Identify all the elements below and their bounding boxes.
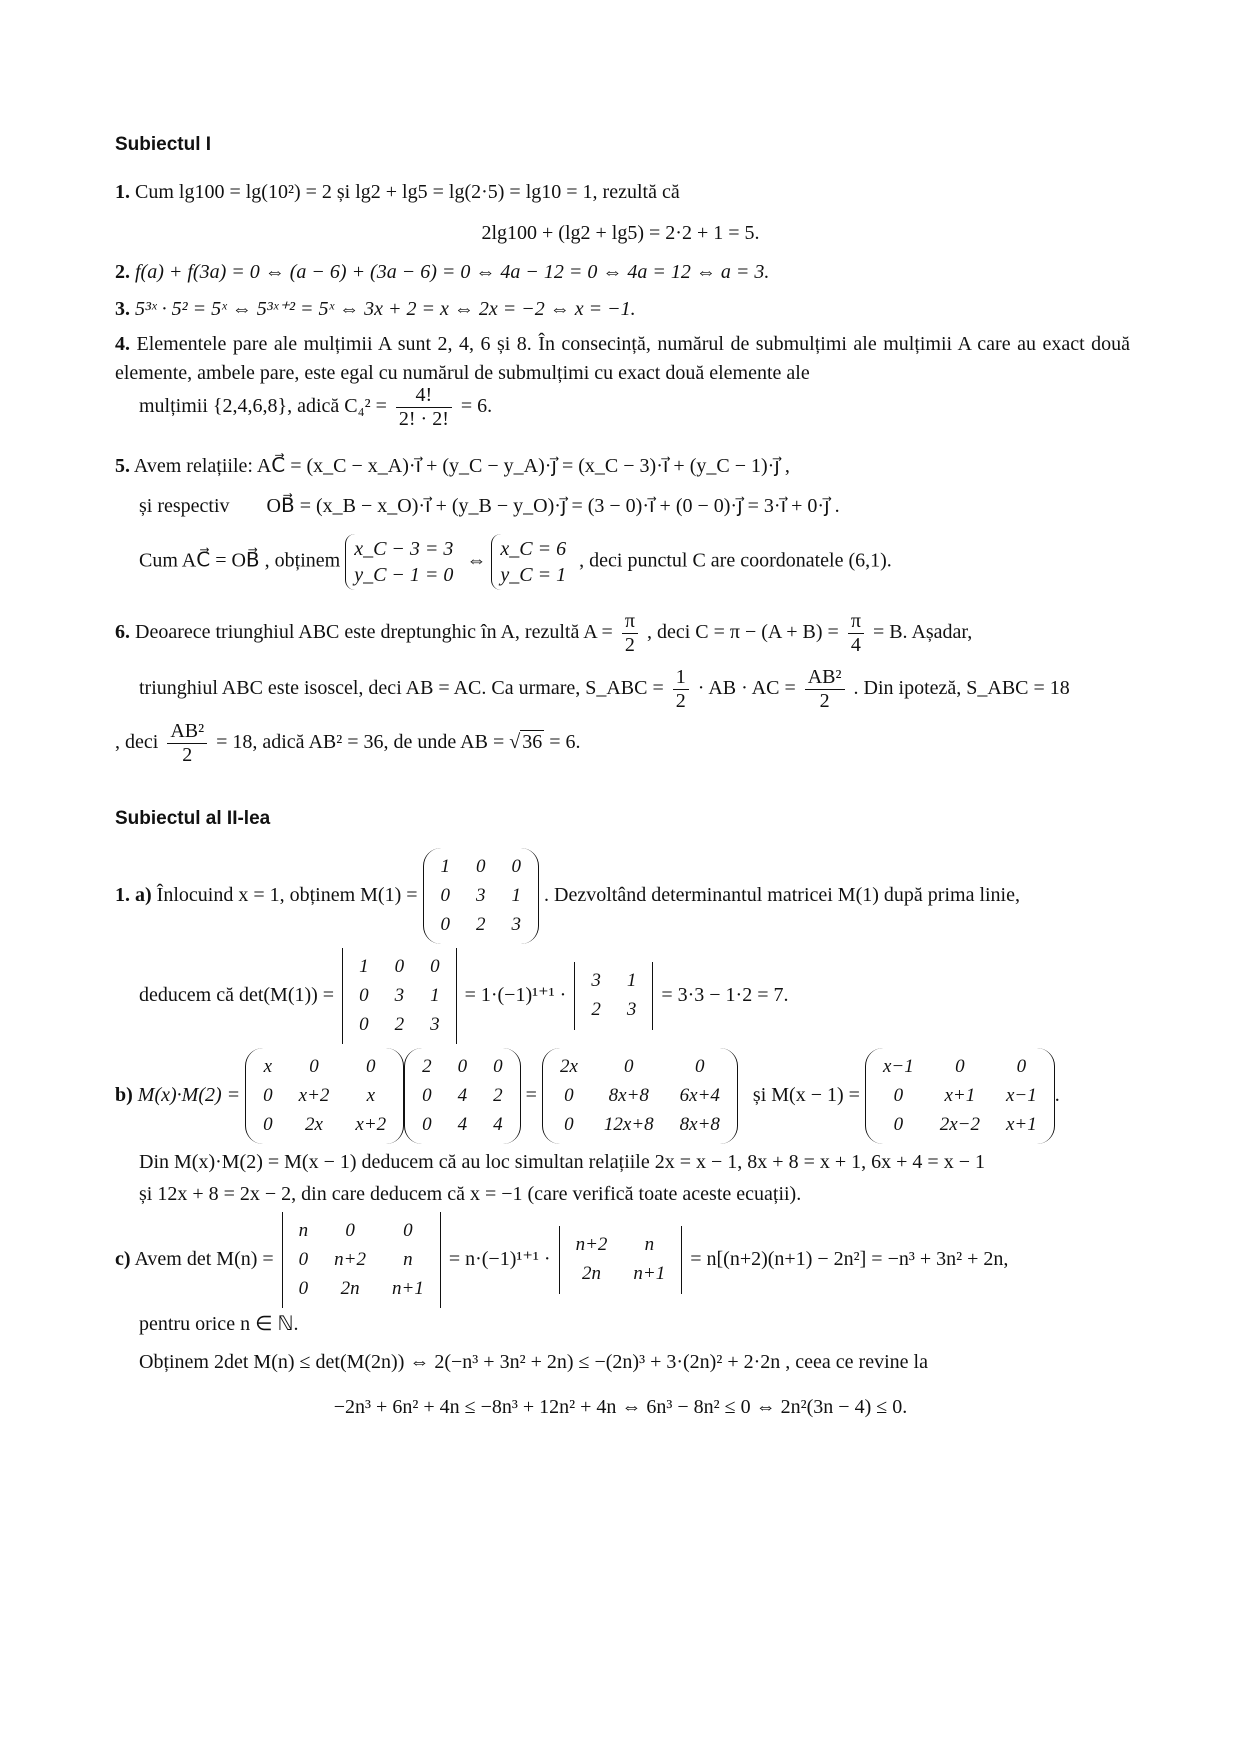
- q1b-label: b): [115, 1083, 133, 1106]
- section-title-2: Subiectul al II-lea: [115, 808, 271, 829]
- problem-5-number: 5.: [115, 455, 130, 477]
- q1a-text-post: . Dezvoltând determinantul matricei M(1) după prima linie,: [544, 883, 1020, 906]
- matrix-cell: 0: [476, 856, 486, 877]
- matrix-cell: x−1: [882, 1056, 914, 1077]
- q1c-line-1: [115, 1212, 1008, 1308]
- matrix-cell: 0: [695, 1056, 705, 1077]
- q1b-line-1: b) M(x)·M(2) = x 0 0 0 x+2 x 0 2x x+22 0 0 0 4 2 0 4 4 = 2x 0 0 0 8x+8 6x+4 0 12x+8 8x+8 și M(x − 1) = x−1 0 0 0 x+1 x−1 0 2x−2 x+1.: [115, 1048, 1060, 1144]
- problem-5-line-3: [139, 534, 892, 590]
- q1a-line-2-pre: deducem că det(M(1)) =: [139, 983, 335, 1006]
- fraction-numerator: 4!: [396, 384, 452, 408]
- problem-5-line-3-post: , deci punctul C are coordonatele (6,1).: [579, 549, 892, 572]
- matrix-cell: 0: [893, 1084, 904, 1106]
- matrix-cell: 2: [476, 913, 486, 935]
- problem-6-l1-a: Deoarece triunghiul ABC este dreptunghic în A, rezultă A =: [135, 621, 613, 644]
- fraction-numerator: 1: [673, 666, 689, 690]
- matrix-mx-minus-1: [865, 1048, 1055, 1144]
- problem-2-number: 2.: [115, 261, 130, 283]
- fraction-denominator: 4: [850, 634, 861, 656]
- matrix-cell: 1: [359, 956, 369, 977]
- matrix-cell: 0: [624, 1056, 634, 1077]
- matrix-table: [249, 1052, 400, 1140]
- matrix-cell: 0: [359, 984, 369, 1006]
- matrix-cell: n: [644, 1234, 655, 1256]
- problem-5-line-1-text: Avem relațiile: AC⃗ = (x_C − x_A)·i⃗ + (y_C − y_A)·j⃗ = (x_C − 3)·i⃗ + (y_C − 1)·j⃗ ,: [133, 455, 790, 477]
- one-over-2: [673, 666, 689, 713]
- matrix-cell: 3: [394, 984, 405, 1006]
- matrix-cell: x+2: [355, 1113, 387, 1135]
- problem-1-text: Cum lg100 = lg(10²) = 2 și lg2 + lg5 = lg(2·5) = lg10 = 1, rezultă că: [135, 181, 680, 203]
- fraction-denominator: 2: [624, 634, 635, 656]
- q1c-line-4: −2n³ + 6n² + 4n ≤ −8n³ + 12n² + 4n ⇔ 6n³ − 8n² ≤ 0 ⇔ 2n²(3n − 4) ≤ 0.: [333, 1396, 908, 1418]
- section-title-1: Subiectul I: [115, 134, 212, 155]
- problem-5-line-2-label: și respectiv: [139, 495, 230, 517]
- q1c-line-3: Obținem 2det M(n) ≤ det(M(2n)) ⇔ 2(−n³ + 3n² + 2n) ≤ −(2n)³ + 3·(2n)² + 2·2n , ceea ce revine la: [139, 1351, 928, 1373]
- system-1-eq-2: y_C − 1 = 0: [354, 564, 454, 586]
- problem-6-l1-b: , deci C = π − (A + B) =: [646, 621, 839, 644]
- matrix-cell: 0: [511, 856, 522, 877]
- sqrt-symbol: √ 36: [509, 731, 543, 754]
- ab2-over-2-b: [167, 720, 207, 767]
- minor-determinant: [574, 962, 653, 1030]
- matrix-cell: n+1: [392, 1277, 424, 1299]
- q1b-line-3: și 12x + 8 = 2x − 2, din care deducem că x = −1 (care verifică toate aceste ecuații).: [139, 1183, 802, 1205]
- matrix-cell: 0: [345, 1220, 355, 1241]
- matrix-cell: x+1: [1005, 1113, 1037, 1135]
- problem-1-number: 1.: [115, 181, 130, 203]
- minor-determinant-n: [559, 1226, 683, 1294]
- matrix-cell: 3: [430, 1013, 440, 1035]
- q1a-mid: = 1·(−1)¹⁺¹ ·: [464, 983, 567, 1006]
- matrix-cell: 4: [493, 1113, 503, 1135]
- matrix-cell: 2x−2: [939, 1113, 980, 1135]
- fraction-numerator: AB²: [167, 720, 207, 744]
- matrix-table: [427, 852, 536, 940]
- matrix-cell: 6x+4: [679, 1084, 720, 1106]
- problem-6-l2-c: . Din ipoteză, S_ABC = 18: [853, 677, 1070, 700]
- matrix-cell: n+1: [633, 1263, 666, 1285]
- fraction-denominator: 2: [819, 690, 830, 712]
- matrix-cell: 2: [422, 1056, 432, 1077]
- determinant-m1: [342, 948, 457, 1044]
- problem-4-tail-pre: mulțimii {2,4,6,8}, adică C₄² =: [139, 395, 387, 418]
- matrix-cell: 2: [394, 1013, 405, 1035]
- matrix-cell: n: [403, 1248, 413, 1270]
- matrix-cell: 0: [893, 1113, 904, 1135]
- problem-6-line-2: [139, 666, 1070, 713]
- system-2: [491, 534, 574, 590]
- matrix-mx: [245, 1048, 404, 1144]
- matrix-cell: 0: [298, 1248, 309, 1270]
- problem-6-number: 6.: [115, 621, 130, 644]
- problem-6-l3-b: = 18, adică AB² = 36, de unde AB =: [216, 731, 505, 754]
- q1a-label: 1. a): [115, 883, 152, 906]
- matrix-table: [869, 1052, 1051, 1140]
- matrix-cell: 4: [457, 1113, 468, 1135]
- matrix-m2: [404, 1048, 521, 1144]
- matrix-cell: 0: [564, 1084, 574, 1106]
- matrix-cell: 2: [591, 999, 601, 1021]
- matrix-cell: 1: [430, 984, 440, 1006]
- matrix-cell: 0: [309, 1056, 319, 1077]
- matrix-cell: 0: [440, 884, 451, 906]
- matrix-cell: x−1: [1005, 1084, 1037, 1106]
- system-1: [345, 534, 461, 590]
- matrix-cell: 0: [263, 1113, 273, 1135]
- problem-6-l3-a: , deci: [115, 731, 159, 754]
- matrix-table: [577, 966, 650, 1026]
- fraction-denominator: 2! · 2!: [398, 408, 449, 430]
- problem-5-line-3-pre: Cum AC⃗ = OB⃗ , obținem: [139, 549, 341, 572]
- problem-1-line: [115, 180, 680, 204]
- system-2-eq-2: y_C = 1: [500, 564, 567, 586]
- matrix-table: [345, 952, 454, 1040]
- ab2-over-2: [805, 666, 845, 713]
- matrix-cell: 2n: [340, 1277, 360, 1299]
- matrix-cell: 0: [366, 1056, 376, 1077]
- q1a-line-1: [115, 848, 1020, 944]
- problem-5-line-2-text: OB⃗ = (x_B − x_O)·i⃗ + (y_B − y_O)·j⃗ = (3 − 0)·i⃗ + (0 − 0)·j⃗ = 3·i⃗ + 0·j⃗ .: [266, 495, 840, 517]
- q1b-line-2: Din M(x)·M(2) = M(x − 1) deducem că au loc simultan relațiile 2x = x − 1, 8x + 8 = x + 1, 6x + 4 = x − 1: [139, 1151, 985, 1173]
- matrix-cell: 0: [359, 1013, 369, 1035]
- equivalence-symbol: ⇔: [466, 549, 487, 572]
- q1a-line-2: [139, 948, 789, 1044]
- matrix-cell: 0: [422, 1113, 432, 1135]
- matrix-product: [542, 1048, 738, 1144]
- matrix-cell: 0: [430, 956, 440, 977]
- matrix-cell: 1: [440, 856, 451, 877]
- matrix-cell: 0: [1016, 1056, 1027, 1077]
- matrix-cell: n: [298, 1220, 309, 1241]
- matrix-cell: x: [366, 1084, 375, 1106]
- system-1-eq-1: x_C − 3 = 3: [354, 538, 454, 560]
- matrix-cell: 3: [511, 913, 522, 935]
- matrix-table: [546, 1052, 734, 1140]
- matrix-cell: 0: [394, 956, 405, 977]
- problem-3-line: [115, 297, 636, 321]
- matrix-cell: 0: [440, 913, 451, 935]
- determinant-mn: [282, 1212, 441, 1308]
- fraction-denominator: 2: [182, 744, 193, 766]
- matrix-cell: 8x+8: [608, 1084, 649, 1106]
- problem-2-text: f(a) + f(3a) = 0 ⇔ (a − 6) + (3a − 6) = 0 ⇔ 4a − 12 = 0 ⇔ 4a = 12 ⇔ a = 3.: [135, 261, 770, 283]
- matrix-cell: 2x: [305, 1113, 323, 1135]
- matrix-cell: 0: [403, 1220, 413, 1241]
- problem-4-tail: [139, 384, 492, 431]
- q1b-mid: și M(x − 1) =: [752, 1083, 860, 1106]
- matrix-cell: 0: [493, 1056, 503, 1077]
- pi-over-2: [622, 610, 638, 657]
- problem-4-tail-post: = 6.: [460, 395, 493, 418]
- q1b-pre: M(x)·M(2) =: [137, 1083, 241, 1106]
- sqrt-value: 36: [522, 731, 543, 754]
- matrix-cell: x+1: [944, 1084, 976, 1106]
- fraction-numerator: π: [848, 610, 864, 634]
- problem-4-text: Elementele pare ale mulțimii A sunt 2, 4, 6 și 8. În consecință, numărul de submulțimi ale mulțimii A care au exact două elemente, ambele pare, este egal cu numărul de submulțimi cu exact două elemente ale: [115, 333, 1130, 384]
- matrix-cell: x: [263, 1056, 273, 1077]
- problem-3-text: 5³ˣ · 5² = 5ˣ ⇔ 5³ˣ⁺² = 5ˣ ⇔ 3x + 2 = x ⇔ 2x = −2 ⇔ x = −1.: [135, 298, 636, 320]
- fraction-numerator: π: [622, 610, 638, 634]
- problem-4-fraction: [396, 384, 452, 431]
- matrix-cell: 0: [422, 1084, 432, 1106]
- fraction-denominator: 2: [675, 690, 686, 712]
- matrix-cell: 3: [626, 999, 637, 1021]
- q1a-line-2-post: = 3·3 − 1·2 = 7.: [661, 983, 789, 1006]
- problem-4-number: 4.: [115, 333, 130, 355]
- matrix-cell: 12x+8: [603, 1113, 654, 1135]
- q1a-text-pre: Înlocuind x = 1, obținem M(1) =: [156, 883, 418, 906]
- problem-6-l2-b: · AB · AC =: [697, 677, 796, 700]
- problem-2-line: [115, 260, 769, 284]
- problem-6-l1-c: = B. Așadar,: [872, 621, 973, 644]
- matrix-cell: 8x+8: [679, 1113, 720, 1135]
- matrix-cell: 2n: [581, 1263, 601, 1285]
- matrix-cell: 0: [298, 1277, 309, 1299]
- problem-6-line-3: [115, 720, 581, 767]
- q1c-label: c): [115, 1247, 131, 1270]
- matrix-table: [285, 1216, 438, 1304]
- matrix-cell: x+2: [298, 1084, 330, 1106]
- matrix-cell: n+2: [575, 1234, 608, 1256]
- matrix-table: [408, 1052, 517, 1140]
- matrix-cell: 3: [476, 884, 486, 906]
- q1c-post: = n[(n+2)(n+1) − 2n²] = −n³ + 3n² + 2n,: [690, 1247, 1009, 1270]
- problem-6-l3-c: = 6.: [549, 731, 581, 754]
- matrix-cell: 4: [457, 1084, 468, 1106]
- matrix-cell: 0: [263, 1084, 273, 1106]
- problem-1-equation: 2lg100 + (lg2 + lg5) = 2·2 + 1 = 5.: [481, 222, 760, 244]
- matrix-cell: 3: [591, 970, 601, 992]
- fraction-numerator: AB²: [805, 666, 845, 690]
- q1c-pre: Avem det M(n) =: [134, 1247, 274, 1270]
- matrix-cell: n+2: [334, 1248, 366, 1270]
- matrix-m1: [423, 848, 540, 944]
- matrix-cell: 2x: [559, 1056, 578, 1077]
- matrix-cell: 1: [626, 970, 637, 992]
- matrix-table: [562, 1230, 680, 1290]
- matrix-cell: 0: [457, 1056, 468, 1077]
- problem-5-line-1: [115, 454, 790, 478]
- system-2-eq-1: x_C = 6: [500, 538, 567, 560]
- matrix-cell: 0: [955, 1056, 965, 1077]
- matrix-cell: 2: [493, 1084, 503, 1106]
- problem-3-number: 3.: [115, 298, 130, 320]
- q1c-mid: = n·(−1)¹⁺¹ ·: [448, 1247, 551, 1270]
- problem-6-line-1: [115, 610, 972, 657]
- pi-over-4: [848, 610, 864, 657]
- q1c-line-2: pentru orice n ∈ ℕ.: [139, 1313, 299, 1335]
- problem-5-line-2: [139, 494, 840, 518]
- matrix-cell: 1: [511, 884, 522, 906]
- matrix-cell: 0: [564, 1113, 574, 1135]
- equals-sign: =: [525, 1083, 537, 1106]
- problem-4-paragraph: [115, 330, 1130, 388]
- problem-6-l2-a: triunghiul ABC este isoscel, deci AB = AC. Ca urmare, S_ABC =: [139, 677, 664, 700]
